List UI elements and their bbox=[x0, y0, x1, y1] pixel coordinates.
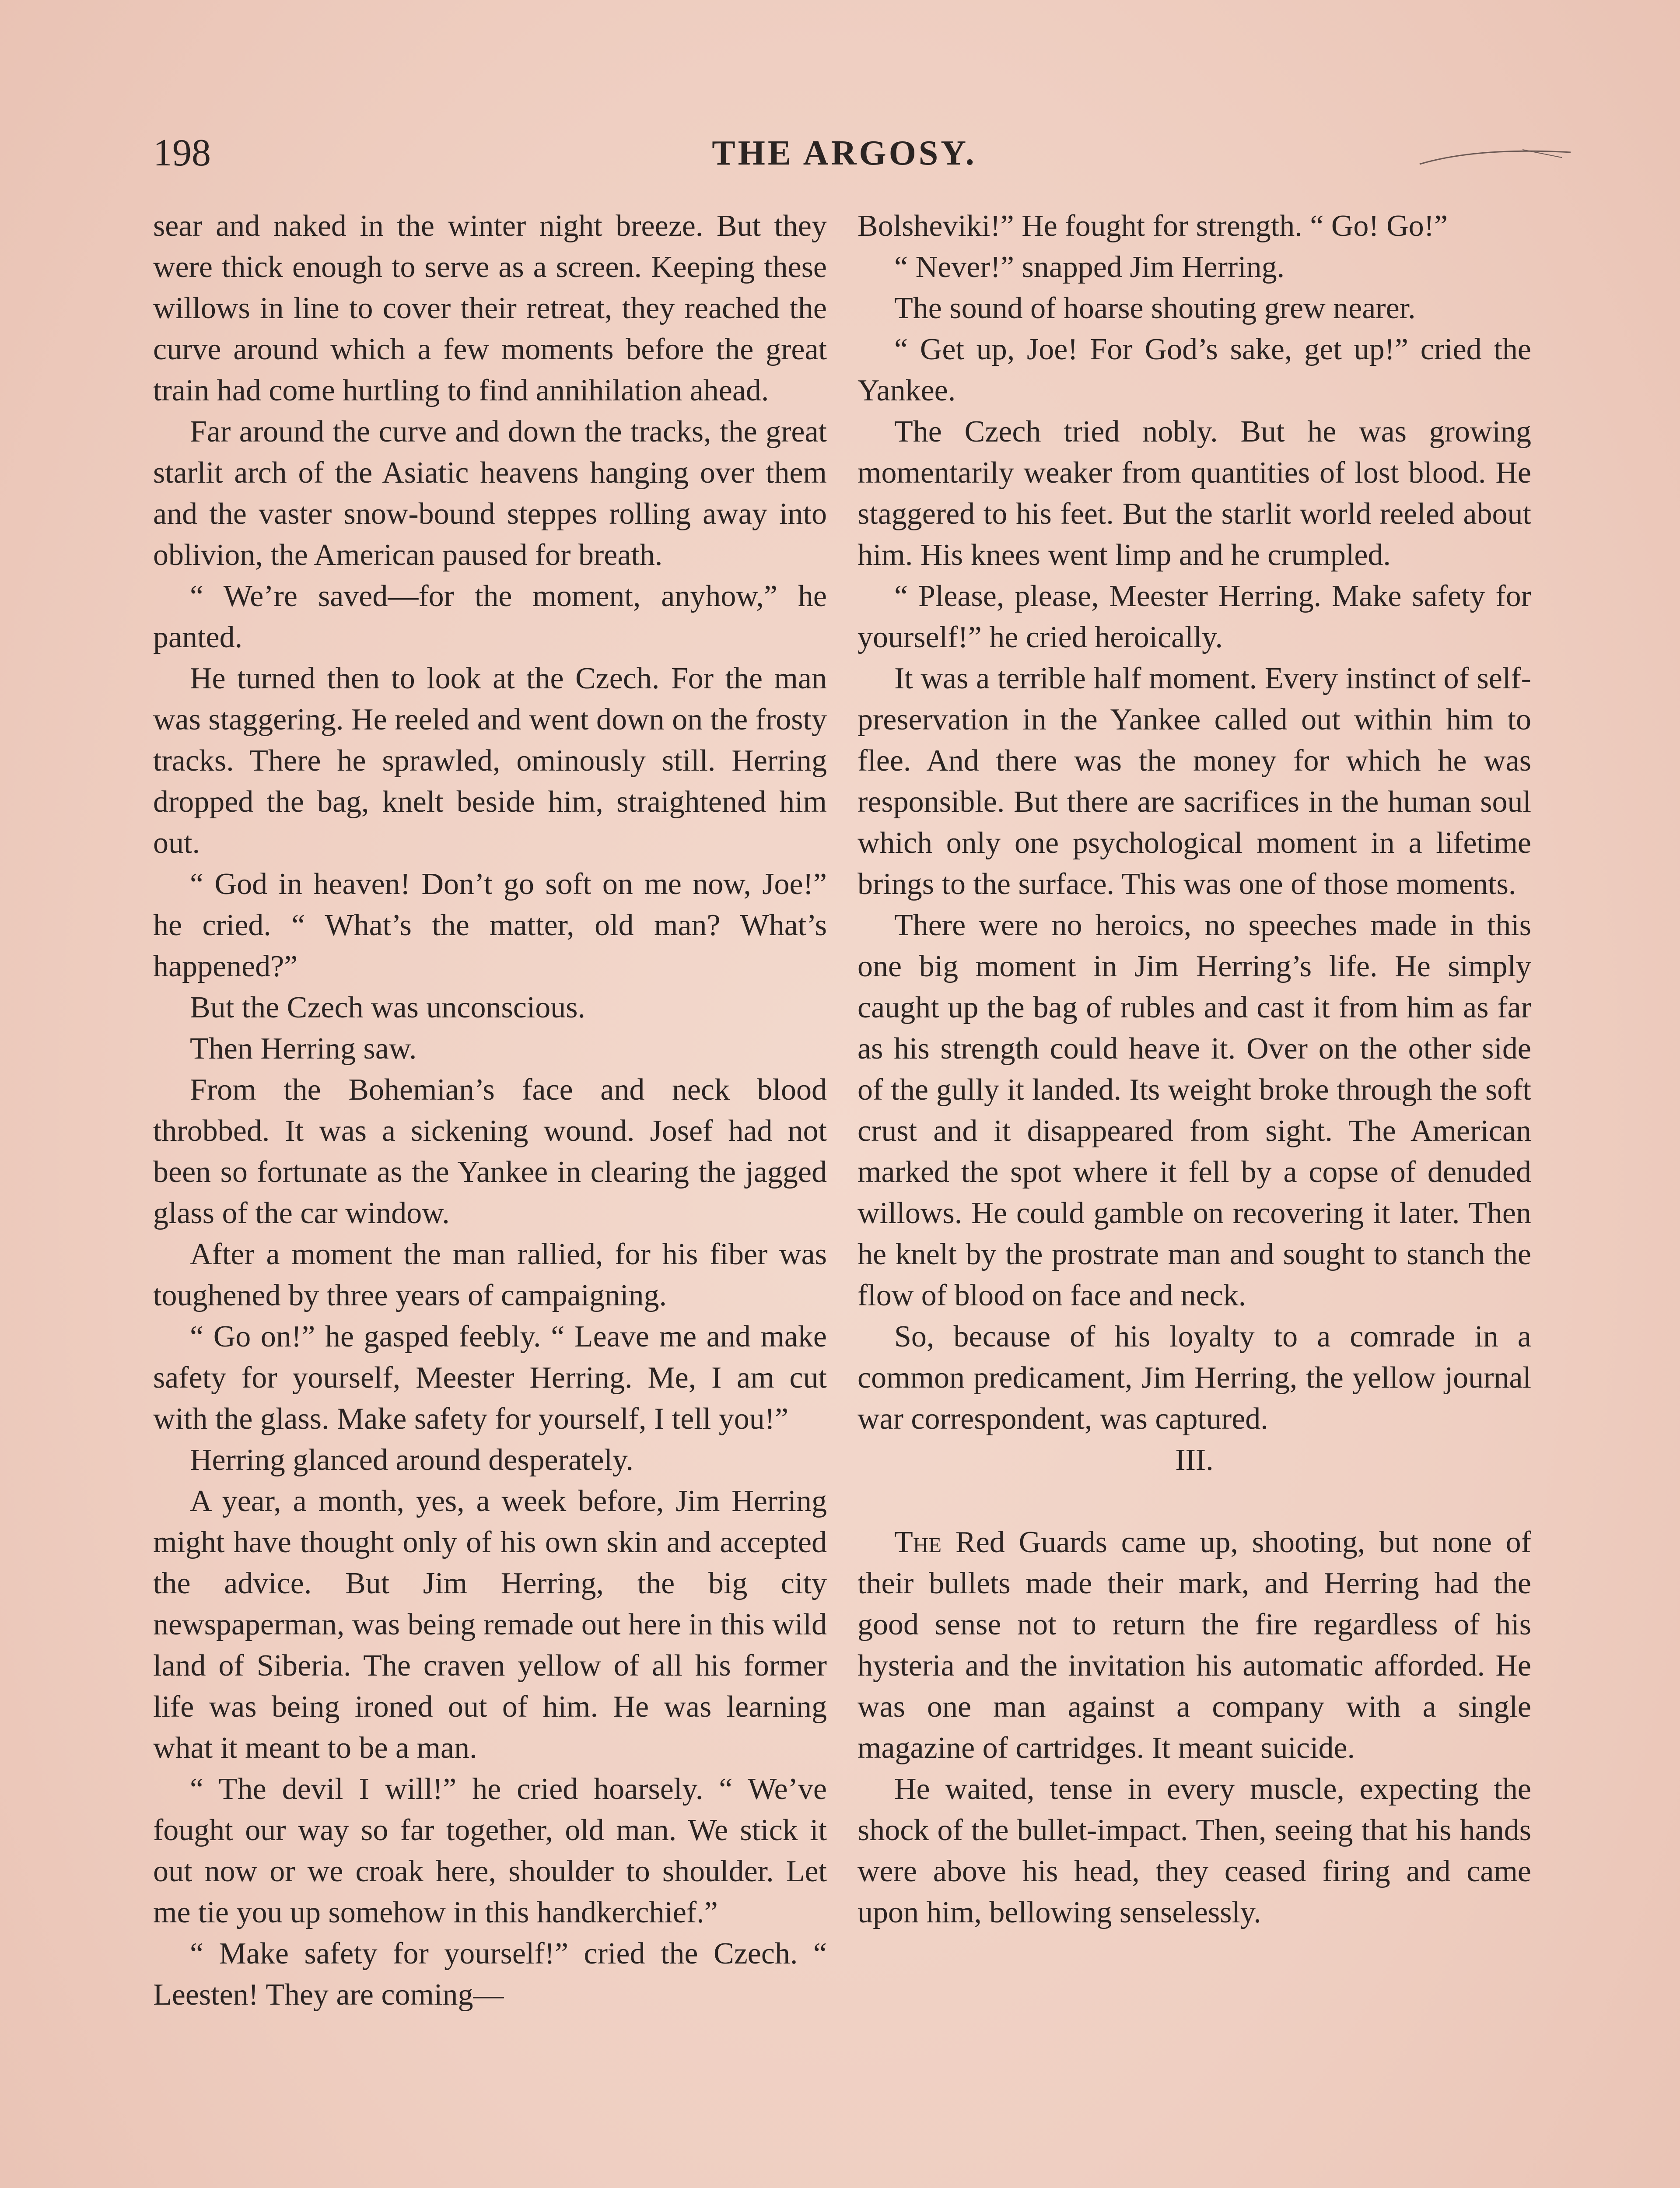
paragraph: Far around the curve and down the tracks, the great starlit arch of the Asiatic heavens hanging over them and the vaster snow-bound steppes rolling away into oblivion, the American paused for breath. bbox=[153, 415, 827, 572]
paragraph: It was a terrible half moment. Every instinct of self-preservation in the Yankee called out within him to flee. And there was the money for which he was responsible. But there are sacrifices in the human soul which only one psychological moment in a lifetime brings to the surface. This was one of those moments. bbox=[858, 662, 1531, 901]
paragraph: “ The devil I will!” he cried hoarsely. “ We’ve fought our way so far together, old man. We stick it out now or we croak here, shoulder to shoulder. Let me tie you up somehow in this handkerchief.” bbox=[153, 1772, 827, 1929]
paragraph: “ Never!” snapped Jim Herring. bbox=[894, 250, 1285, 284]
paragraph: sear and naked in the winter night breeze. But they were thick enough to serve as a screen. Keeping these willows in line to cover their retreat, they reached the curve around which a few moments before the great train had come hurtling to find annihilation ahead. bbox=[153, 209, 827, 407]
paragraph: After a moment the man rallied, for his fiber was toughened by three years of campaigning. bbox=[153, 1238, 827, 1312]
page-number: 198 bbox=[153, 132, 211, 174]
paragraph: He turned then to look at the Czech. For the man was staggering. He reeled and went down on the frosty tracks. There he sprawled, ominously still. Herring dropped the bag, knelt beside him, straightened him out. bbox=[153, 662, 827, 860]
right-column bbox=[858, 206, 1531, 1933]
paragraph: “ Please, please, Meester Herring. Make safety for yourself!” he cried heroically. bbox=[858, 579, 1531, 654]
running-head: THE ARGOSY. bbox=[712, 134, 977, 172]
paragraph: Then Herring saw. bbox=[190, 1032, 417, 1066]
section-lead-paragraph bbox=[858, 1522, 1531, 1769]
paragraph: But the Czech was unconscious. bbox=[190, 991, 585, 1024]
paragraph: “ God in heaven! Don’t go soft on me now, Joe!” he cried. “ What’s the matter, old man? What’s happened?” bbox=[153, 867, 827, 983]
paragraph: A year, a month, yes, a week before, Jim Herring might have thought only of his own skin and accepted the advice. But Jim Herring, the big city newspaperman, was being remade out here in this wild land of Siberia. The craven yellow of all his former life was being ironed out of him. He was learning what it meant to be a man. bbox=[153, 1484, 827, 1765]
paragraph: “ We’re saved—for the moment, anyhow,” he panted. bbox=[153, 579, 827, 654]
paragraph: “ Make safety for yourself!” cried the Czech. “ Leesten! They are coming— bbox=[153, 1937, 827, 2012]
lead-word: The bbox=[894, 1525, 942, 1559]
paragraph: “ Get up, Joe! For God’s sake, get up!” cried the Yankee. bbox=[858, 333, 1531, 407]
paragraph: The sound of hoarse shouting grew nearer. bbox=[894, 291, 1416, 325]
paragraph: He waited, tense in every muscle, expecting the shock of the bullet-impact. Then, seeing that his hands were above his head, they ceased firing and came upon him, bellowing senselessly. bbox=[858, 1772, 1531, 1929]
section-heading: III. bbox=[1175, 1443, 1214, 1477]
pencil-mark-icon bbox=[1418, 144, 1575, 171]
lead-text: Red Guards came up, shooting, but none of their bullets made their mark, and Herring had the good sense not to return the fire regardless of his hysteria and the invitation his automatic afforded. He was one man against a company with a single magazine of cartridges. It meant suicide. bbox=[858, 1525, 1531, 1765]
paragraph: Herring glanced around desperately. bbox=[190, 1443, 634, 1477]
paragraph: From the Bohemian’s face and neck blood throbbed. It was a sickening wound. Josef had not been so fortunate as the Yankee in clearing the jagged glass of the car window. bbox=[153, 1073, 827, 1230]
paragraph: The Czech tried nobly. But he was growing momentarily weaker from quantities of lost blood. He staggered to his feet. But the starlit world reeled about him. His knees went limp and he crumpled. bbox=[858, 415, 1531, 572]
paragraph: So, because of his loyalty to a comrade in a common predicament, Jim Herring, the yellow journal war correspondent, was captured. bbox=[858, 1320, 1531, 1436]
left-column bbox=[153, 206, 827, 2016]
paragraph: There were no heroics, no speeches made in this one big moment in Jim Herring’s life. He simply caught up the bag of rubles and cast it from him as far as his strength could heave it. Over on the other side of the gully it landed. Its weight broke through the soft crust and it disappeared from sight. The American marked the spot where it fell by a copse of denuded willows. He could gamble on recovering it later. Then he knelt by the prostrate man and sought to stanch the flow of blood on face and neck. bbox=[858, 908, 1531, 1312]
page-header bbox=[153, 127, 1536, 179]
paragraph: Bolsheviki!” He fought for strength. “ Go! Go!” bbox=[858, 209, 1448, 243]
paragraph: “ Go on!” he gasped feebly. “ Leave me and make safety for yourself, Meester Herring. Me, I am cut with the glass. Make safety for yourself, I tell you!” bbox=[153, 1320, 827, 1436]
